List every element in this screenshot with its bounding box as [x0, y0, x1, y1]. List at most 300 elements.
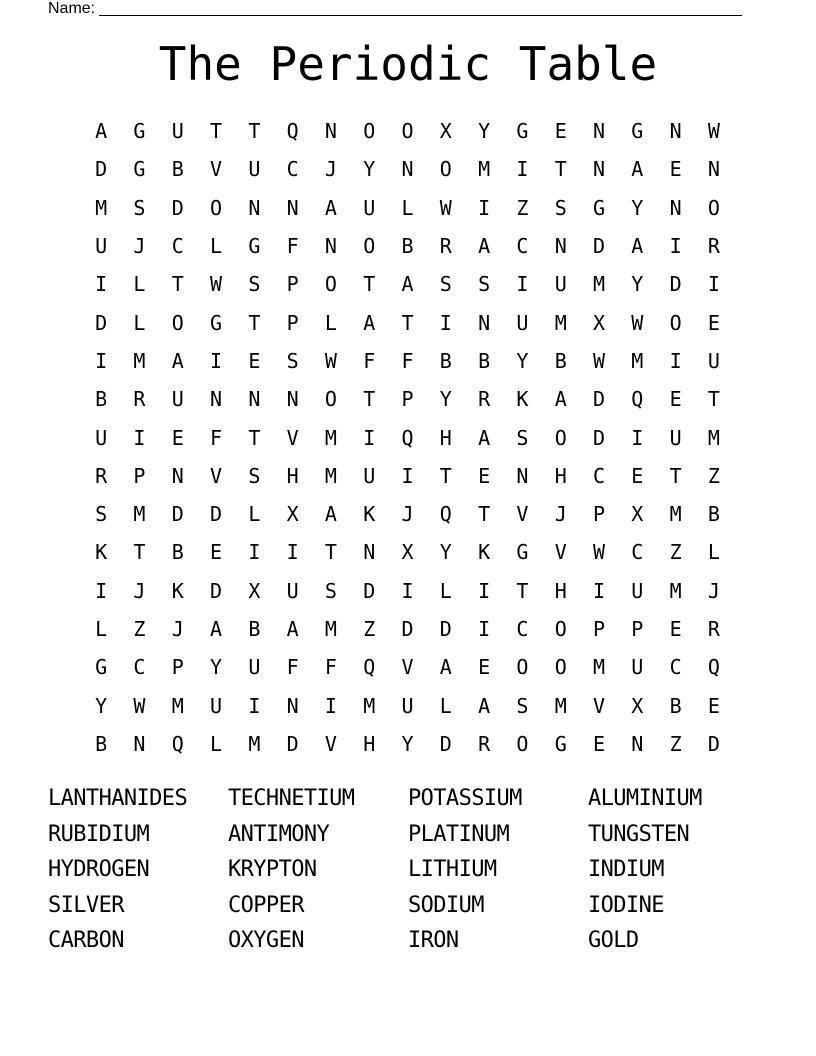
grid-letter: G: [516, 540, 529, 565]
letter-grid: [82, 112, 733, 763]
grid-letter: T: [363, 387, 376, 412]
grid-letter: L: [95, 617, 108, 641]
grid-letter: M: [669, 578, 682, 603]
grid-letter: D: [286, 731, 299, 756]
grid-letter: T: [171, 272, 184, 297]
grid-letter: U: [554, 272, 567, 297]
grid-letter: J: [707, 578, 720, 603]
grid-letter: D: [592, 234, 606, 259]
grid-letter: I: [210, 348, 223, 373]
grid-letter: B: [401, 234, 414, 259]
grid-letter: N: [286, 387, 299, 412]
grid-letter: I: [439, 310, 452, 335]
grid-letter: T: [478, 502, 491, 527]
grid-letter: Q: [439, 502, 452, 527]
grid-letter: V: [401, 655, 414, 680]
word-list-item: COPPER: [228, 892, 304, 918]
grid-letter: I: [516, 157, 529, 182]
grid-letter: Y: [363, 157, 376, 182]
grid-letter: L: [707, 540, 720, 565]
grid-letter: O: [363, 119, 376, 144]
word-list-item: IRON: [408, 928, 459, 954]
grid-letter: O: [324, 272, 337, 297]
grid-letter: S: [516, 693, 529, 718]
grid-letter: V: [554, 540, 567, 565]
grid-letter: M: [324, 617, 337, 641]
grid-letter: W: [133, 693, 146, 718]
word-list-item: LANTHANIDES: [48, 786, 188, 812]
word-list-item: SILVER: [48, 892, 124, 918]
grid-letter: F: [363, 348, 376, 373]
grid-letter: U: [363, 463, 376, 488]
grid-letter: Y: [516, 348, 529, 373]
grid-letter: O: [363, 234, 376, 259]
grid-letter: J: [171, 617, 184, 641]
grid-letter: Y: [210, 655, 223, 680]
grid-letter: A: [478, 425, 491, 450]
word-list-item: INDIUM: [588, 857, 664, 883]
grid-letter: E: [669, 387, 682, 412]
grid-letter: T: [707, 387, 720, 412]
grid-letter: U: [363, 195, 376, 220]
word-list-item: GOLD: [588, 928, 639, 954]
grid-letter: T: [248, 425, 261, 450]
grid-letter: Q: [286, 119, 299, 144]
grid-letter: N: [554, 234, 567, 259]
grid-letter: B: [95, 387, 108, 412]
grid-letter: T: [248, 310, 261, 335]
grid-letter: A: [478, 693, 491, 718]
grid-letter: O: [707, 195, 720, 220]
grid-letter: E: [210, 540, 223, 565]
grid-letter: N: [592, 157, 606, 182]
grid-letter: I: [669, 234, 682, 259]
grid-letter: L: [133, 310, 146, 335]
grid-letter: T: [248, 119, 261, 144]
word-list-item: SODIUM: [408, 892, 484, 918]
grid-letter: Y: [631, 272, 644, 297]
grid-letter: B: [478, 348, 491, 373]
grid-letter: H: [554, 578, 567, 603]
grid-letter: J: [554, 502, 567, 527]
grid-letter: X: [286, 502, 299, 527]
grid-letter: I: [631, 425, 644, 450]
grid-letter: N: [286, 195, 299, 220]
grid-letter: N: [324, 119, 337, 144]
grid-letter: H: [286, 463, 299, 488]
grid-letter: P: [592, 617, 606, 641]
grid-letter: H: [363, 731, 376, 756]
grid-letter: O: [669, 310, 682, 335]
grid-letter: B: [707, 502, 720, 527]
grid-letter: Q: [401, 425, 414, 450]
grid-letter: D: [363, 578, 376, 603]
grid-letter: Z: [363, 617, 376, 641]
grid-letter: Y: [439, 540, 452, 565]
grid-letter: R: [95, 463, 108, 488]
grid-letter: I: [133, 425, 146, 450]
word-list-item: CARBON: [48, 928, 124, 954]
grid-letter: O: [554, 617, 567, 641]
grid-letter: N: [592, 119, 606, 144]
grid-letter: P: [286, 272, 299, 297]
grid-letter: B: [171, 157, 184, 182]
grid-letter: M: [171, 693, 184, 718]
grid-letter: C: [592, 463, 606, 488]
grid-letter: P: [286, 310, 299, 335]
grid-letter: U: [516, 310, 529, 335]
grid-letter: M: [248, 731, 261, 756]
grid-letter: A: [324, 502, 337, 527]
grid-letter: O: [554, 655, 567, 680]
grid-letter: E: [669, 157, 682, 182]
name-line: [48, 0, 742, 20]
grid-letter: F: [210, 425, 223, 450]
grid-letter: V: [592, 693, 606, 718]
grid-letter: D: [401, 617, 414, 641]
grid-letter: O: [401, 119, 414, 144]
word-list-item: ALUMINIUM: [588, 786, 702, 812]
grid-letter: A: [439, 655, 452, 680]
grid-letter: G: [210, 310, 223, 335]
grid-letter: H: [439, 425, 452, 450]
grid-letter: K: [171, 578, 184, 603]
word-list-item: RUBIDIUM: [48, 821, 150, 847]
grid-letter: N: [478, 310, 491, 335]
grid-letter: A: [95, 119, 108, 144]
grid-letter: Z: [707, 463, 720, 488]
grid-letter: I: [401, 463, 414, 488]
grid-letter: I: [363, 425, 376, 450]
grid-letter: I: [516, 272, 529, 297]
grid-letter: N: [248, 195, 261, 220]
grid-letter: U: [171, 119, 184, 144]
grid-letter: I: [669, 348, 682, 373]
grid-letter: I: [478, 195, 491, 220]
grid-letter: W: [210, 272, 223, 297]
grid-letter: U: [210, 693, 223, 718]
word-list-item: LITHIUM: [408, 857, 497, 883]
grid-letter: X: [401, 540, 414, 565]
grid-letter: C: [631, 540, 644, 565]
grid-letter: N: [631, 731, 644, 756]
word-list-item: POTASSIUM: [408, 786, 522, 812]
grid-letter: G: [133, 157, 146, 182]
word-list-item: HYDROGEN: [48, 857, 150, 883]
grid-letter: C: [171, 234, 184, 259]
grid-letter: N: [516, 463, 529, 488]
grid-letter: P: [171, 655, 184, 680]
grid-letter: M: [324, 425, 337, 450]
grid-letter: M: [592, 655, 606, 680]
word-list-item: OXYGEN: [228, 928, 304, 954]
grid-letter: N: [363, 540, 376, 565]
grid-letter: D: [171, 502, 184, 527]
grid-letter: A: [631, 234, 644, 259]
grid-letter: M: [707, 425, 720, 450]
word-list-item: PLATINUM: [408, 821, 510, 847]
grid-letter: S: [554, 195, 567, 220]
grid-letter: W: [592, 348, 606, 373]
grid-letter: R: [133, 387, 146, 412]
grid-letter: J: [133, 234, 146, 259]
grid-letter: R: [439, 234, 452, 259]
grid-letter: S: [324, 578, 337, 603]
page-title: The Periodic Table: [158, 37, 658, 91]
grid-letter: U: [248, 655, 261, 680]
grid-letter: D: [210, 578, 223, 603]
grid-letter: F: [286, 655, 299, 680]
grid-letter: A: [324, 195, 337, 220]
grid-letter: E: [478, 463, 491, 488]
grid-letter: I: [95, 272, 108, 297]
grid-letter: B: [554, 348, 567, 373]
grid-letter: I: [95, 578, 108, 603]
grid-letter: P: [592, 502, 606, 527]
grid-letter: G: [631, 119, 644, 144]
grid-letter: M: [631, 348, 644, 373]
grid-letter: C: [133, 655, 146, 680]
grid-letter: B: [669, 693, 682, 718]
grid-letter: U: [631, 578, 644, 603]
grid-letter: E: [707, 310, 720, 335]
grid-letter: M: [133, 502, 146, 527]
grid-letter: M: [669, 502, 682, 527]
grid-letter: B: [171, 540, 184, 565]
grid-letter: Y: [95, 693, 108, 718]
grid-letter: U: [669, 425, 682, 450]
grid-letter: K: [516, 387, 529, 412]
grid-letter: J: [133, 578, 146, 603]
grid-letter: M: [363, 693, 376, 718]
grid-letter: R: [478, 387, 491, 412]
grid-letter: J: [401, 502, 414, 527]
word-list-item: TUNGSTEN: [588, 821, 690, 847]
grid-letter: Q: [707, 655, 720, 680]
grid-letter: D: [95, 157, 108, 182]
grid-letter: G: [554, 731, 567, 756]
grid-letter: N: [286, 693, 299, 718]
grid-letter: V: [324, 731, 337, 756]
grid-letter: E: [478, 655, 491, 680]
grid-letter: X: [248, 578, 261, 603]
grid-letter: V: [210, 157, 223, 182]
grid-letter: S: [248, 272, 261, 297]
grid-letter: I: [592, 578, 606, 603]
grid-letter: X: [631, 693, 644, 718]
grid-letter: A: [478, 234, 491, 259]
grid-letter: I: [248, 693, 261, 718]
grid-letter: K: [363, 502, 376, 527]
grid-letter: N: [171, 463, 184, 488]
grid-letter: L: [324, 310, 337, 335]
grid-letter: Z: [669, 540, 682, 565]
grid-letter: A: [554, 387, 567, 412]
grid-letter: L: [439, 693, 452, 718]
grid-letter: I: [95, 348, 108, 373]
grid-letter: X: [439, 119, 452, 144]
grid-letter: T: [363, 272, 376, 297]
word-list: [48, 781, 778, 959]
grid-letter: W: [707, 119, 720, 144]
grid-letter: T: [401, 310, 414, 335]
grid-letter: E: [707, 693, 720, 718]
grid-letter: E: [669, 617, 682, 641]
grid-letter: K: [95, 540, 108, 565]
grid-letter: B: [248, 617, 261, 641]
grid-letter: S: [248, 463, 261, 488]
grid-letter: P: [631, 617, 644, 641]
grid-letter: O: [324, 387, 337, 412]
grid-letter: U: [707, 348, 720, 373]
grid-letter: M: [133, 348, 146, 373]
grid-letter: D: [95, 310, 108, 335]
grid-letter: W: [439, 195, 452, 220]
grid-letter: O: [516, 731, 529, 756]
grid-letter: D: [669, 272, 682, 297]
grid-letter: N: [707, 157, 720, 182]
grid-letter: Y: [631, 195, 644, 220]
grid-letter: M: [554, 693, 567, 718]
word-list-item: KRYPTON: [228, 857, 317, 883]
grid-letter: I: [478, 617, 491, 641]
grid-letter: A: [363, 310, 376, 335]
grid-letter: O: [210, 195, 223, 220]
grid-letter: I: [478, 578, 491, 603]
grid-letter: V: [286, 425, 299, 450]
grid-letter: D: [171, 195, 184, 220]
grid-letter: M: [478, 157, 491, 182]
grid-letter: O: [516, 655, 529, 680]
grid-letter: N: [669, 119, 682, 144]
grid-letter: X: [631, 502, 644, 527]
grid-letter: T: [554, 157, 567, 182]
grid-letter: N: [133, 731, 146, 756]
grid-letter: W: [631, 310, 644, 335]
grid-letter: U: [95, 425, 108, 450]
word-list-item: ANTIMONY: [228, 821, 330, 847]
grid-letter: U: [631, 655, 644, 680]
grid-letter: S: [95, 502, 108, 527]
grid-letter: M: [554, 310, 567, 335]
name-label: Name:: [48, 0, 96, 17]
grid-letter: Y: [478, 119, 491, 144]
grid-letter: L: [210, 731, 223, 756]
grid-letter: T: [669, 463, 682, 488]
grid-letter: C: [516, 234, 529, 259]
grid-letter: Y: [439, 387, 452, 412]
grid-letter: B: [439, 348, 452, 373]
grid-letter: D: [592, 425, 606, 450]
grid-letter: A: [171, 348, 184, 373]
grid-letter: E: [554, 119, 567, 144]
grid-letter: F: [401, 348, 414, 373]
grid-letter: D: [439, 617, 452, 641]
grid-letter: R: [707, 234, 720, 259]
grid-letter: Q: [631, 387, 644, 412]
grid-letter: R: [707, 617, 720, 641]
grid-letter: Z: [133, 617, 146, 641]
grid-letter: I: [286, 540, 299, 565]
grid-letter: Z: [516, 195, 529, 220]
grid-letter: P: [133, 463, 146, 488]
grid-letter: O: [439, 157, 452, 182]
grid-letter: D: [439, 731, 452, 756]
grid-letter: N: [324, 234, 337, 259]
grid-letter: F: [324, 655, 337, 680]
grid-letter: O: [554, 425, 567, 450]
grid-letter: T: [516, 578, 529, 603]
grid-letter: L: [401, 195, 414, 220]
grid-letter: I: [248, 540, 261, 565]
grid-letter: S: [133, 195, 146, 220]
grid-letter: N: [669, 195, 682, 220]
grid-letter: E: [171, 425, 184, 450]
grid-letter: H: [554, 463, 567, 488]
grid-letter: V: [516, 502, 529, 527]
grid-letter: C: [516, 617, 529, 641]
grid-letter: E: [592, 731, 606, 756]
grid-letter: B: [95, 731, 108, 756]
grid-letter: V: [210, 463, 223, 488]
grid-letter: W: [592, 540, 606, 565]
grid-letter: U: [286, 578, 299, 603]
grid-letter: E: [631, 463, 644, 488]
grid-letter: A: [286, 617, 299, 641]
grid-letter: G: [516, 119, 529, 144]
grid-letter: G: [248, 234, 261, 259]
grid-letter: E: [248, 348, 261, 373]
grid-letter: J: [324, 157, 337, 182]
grid-letter: X: [592, 310, 606, 335]
grid-letter: N: [401, 157, 414, 182]
grid-letter: D: [592, 387, 606, 412]
grid-letter: U: [401, 693, 414, 718]
grid-letter: D: [707, 731, 720, 756]
grid-letter: N: [210, 387, 223, 412]
name-blank-line: [99, 0, 742, 16]
grid-letter: Q: [171, 731, 184, 756]
grid-letter: L: [133, 272, 146, 297]
grid-letter: L: [210, 234, 223, 259]
grid-letter: G: [95, 655, 108, 680]
grid-letter: W: [324, 348, 337, 373]
grid-letter: I: [324, 693, 337, 718]
grid-letter: K: [478, 540, 491, 565]
grid-letter: C: [286, 157, 299, 182]
grid-letter: T: [324, 540, 337, 565]
grid-letter: I: [401, 578, 414, 603]
grid-letter: P: [401, 387, 414, 412]
grid-letter: G: [133, 119, 146, 144]
grid-letter: F: [286, 234, 299, 259]
grid-letter: M: [324, 463, 337, 488]
grid-letter: T: [210, 119, 223, 144]
grid-letter: O: [171, 310, 184, 335]
grid-letter: R: [478, 731, 491, 756]
grid-letter: U: [171, 387, 184, 412]
grid-letter: S: [516, 425, 529, 450]
grid-letter: Z: [669, 731, 682, 756]
word-list-item: IODINE: [588, 892, 664, 918]
grid-letter: I: [707, 272, 720, 297]
grid-letter: U: [95, 234, 108, 259]
grid-letter: D: [210, 502, 223, 527]
grid-letter: Y: [401, 731, 414, 756]
grid-letter: N: [248, 387, 261, 412]
grid-letter: L: [248, 502, 261, 527]
grid-letter: T: [133, 540, 146, 565]
